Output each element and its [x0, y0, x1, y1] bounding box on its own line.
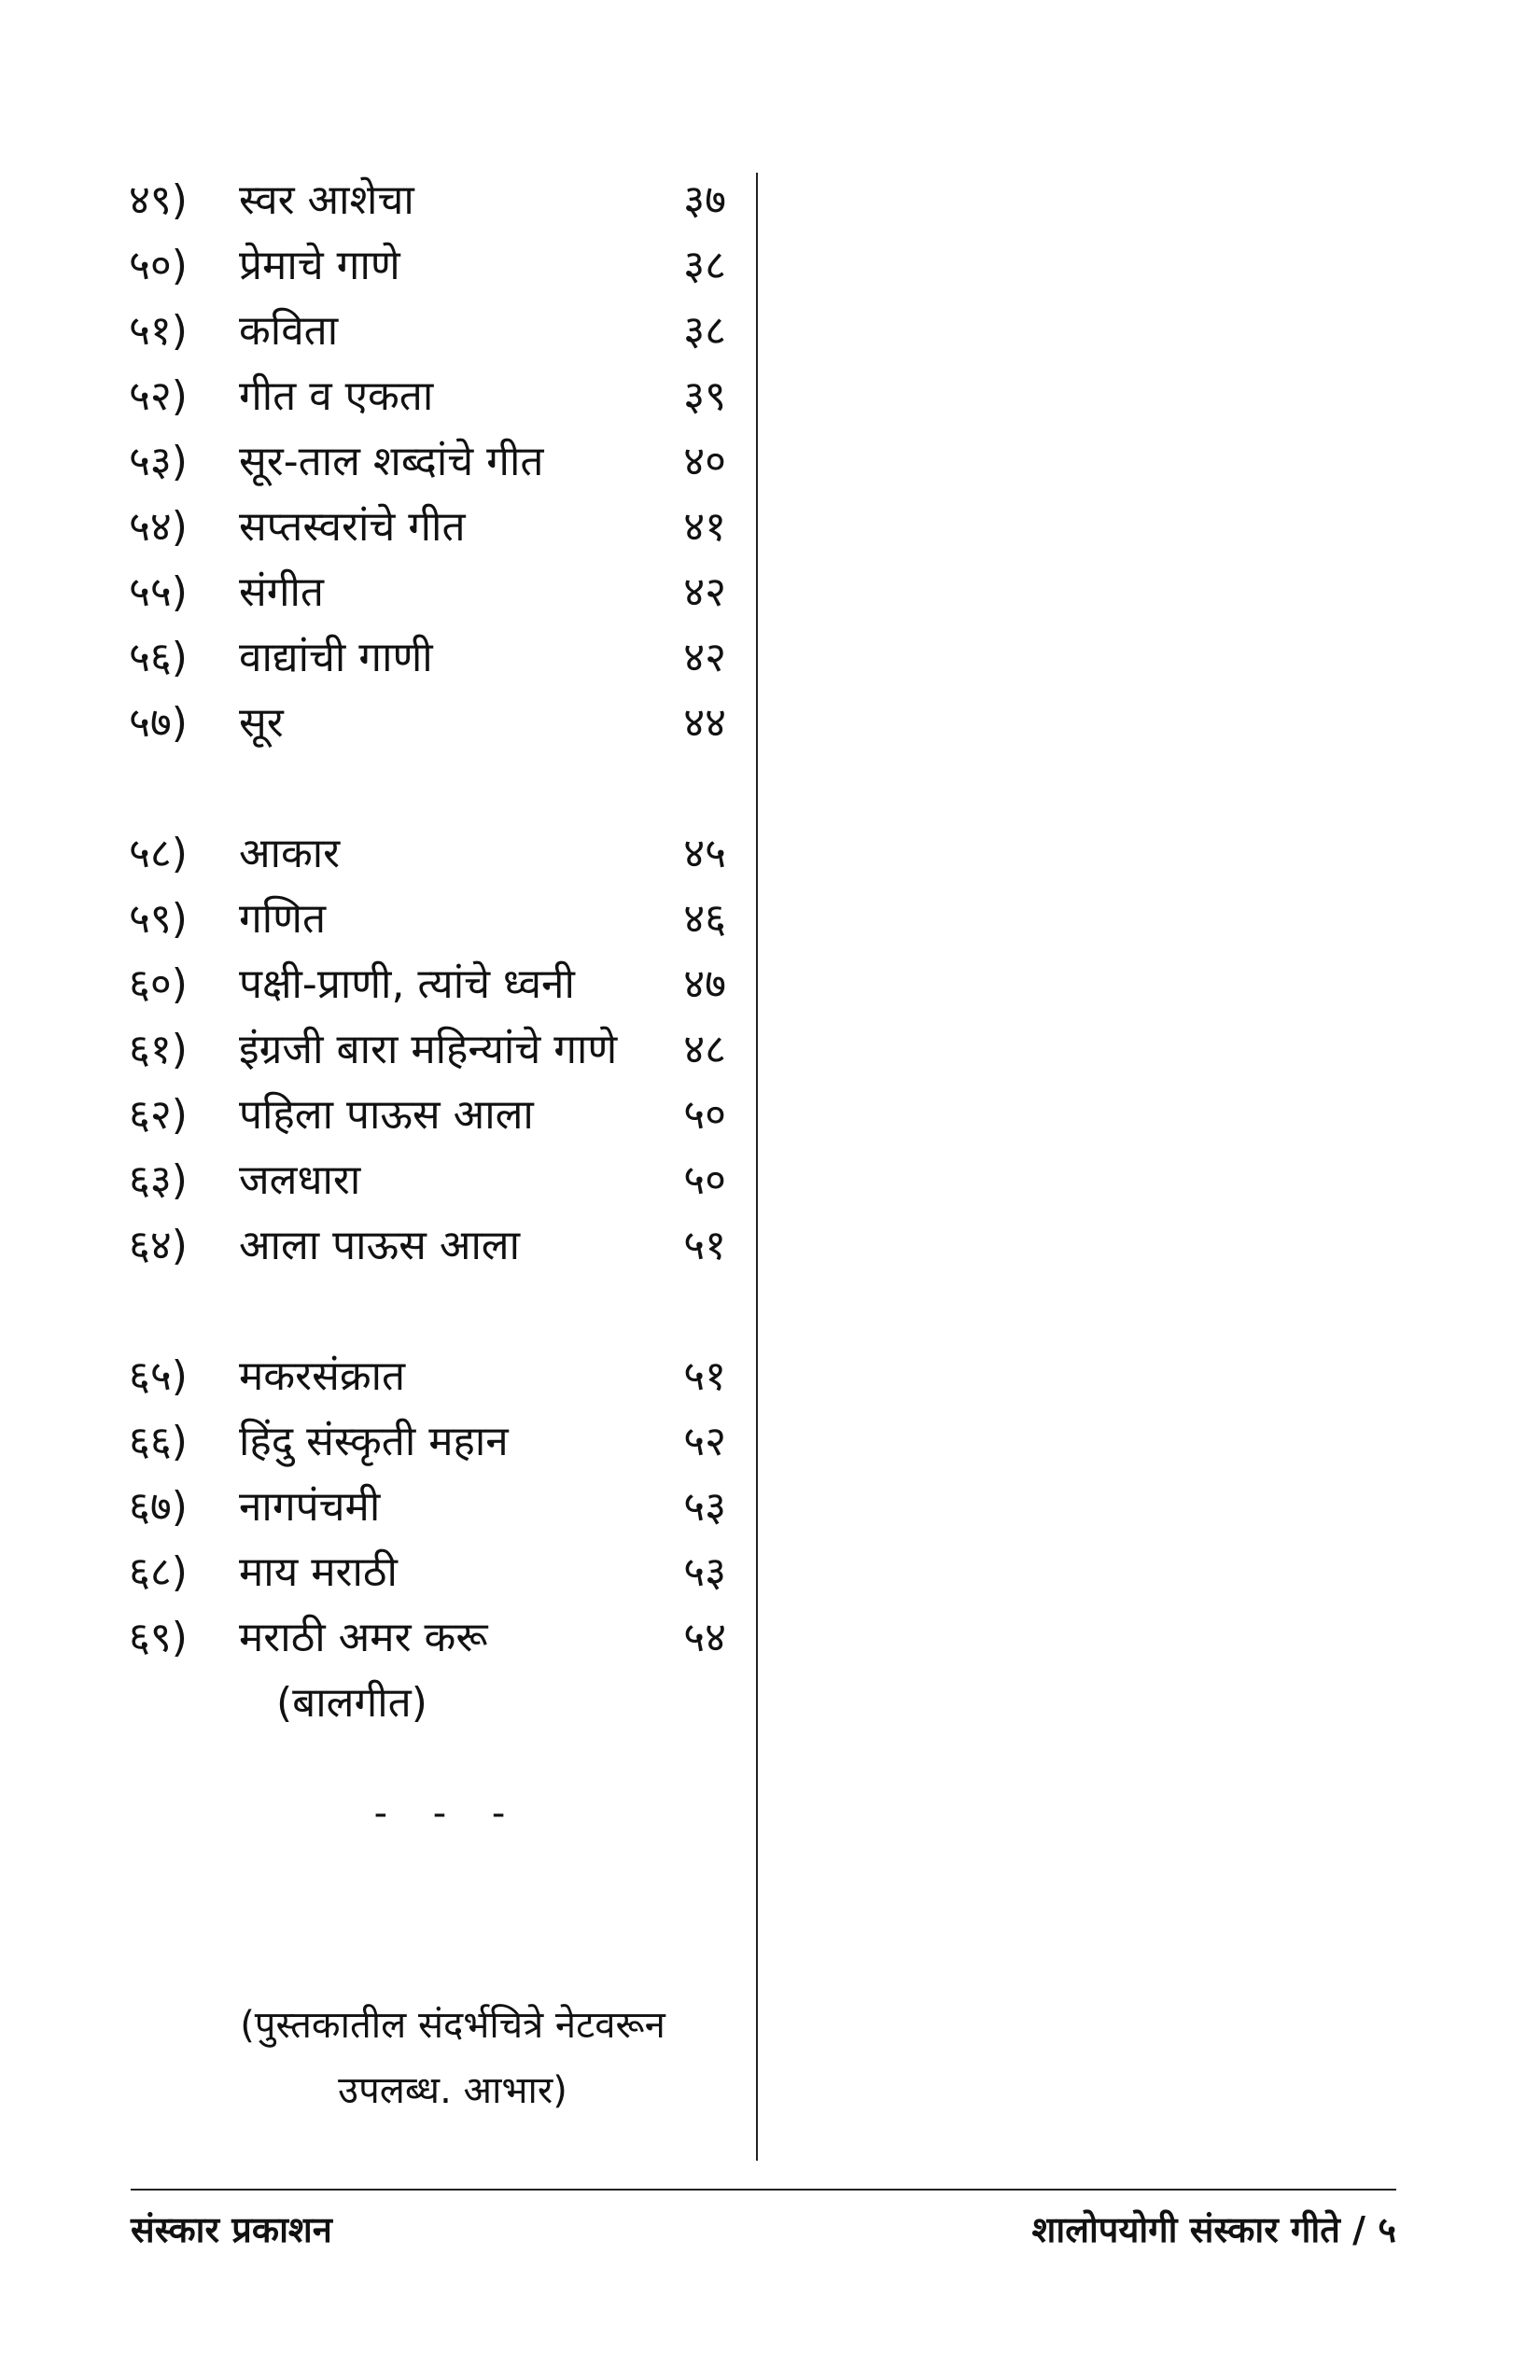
toc-entry-page: ५२ — [683, 1418, 726, 1465]
toc-entry-page: ५१ — [683, 1352, 726, 1400]
toc-entry-subtitle: (बालगीत) — [276, 1679, 427, 1727]
toc-entry-page: ४२ — [683, 634, 726, 681]
toc-entry-title: हिंदु संस्कृती महान — [239, 1418, 509, 1465]
toc-entry-page: ५१ — [683, 1222, 726, 1269]
table-of-contents — [129, 168, 726, 1736]
toc-entry-number: ४९) — [129, 176, 188, 224]
toc-entry — [129, 1409, 726, 1475]
toc-entry-page: ४७ — [683, 960, 726, 1008]
toc-entry-title: पहिला पाऊस आला — [239, 1091, 534, 1139]
toc-entry-page: ४० — [683, 438, 726, 485]
toc-entry-title: इंग्रजी बारा महिन्यांचे गाणे — [239, 1026, 618, 1073]
toc-entry-page: ४८ — [683, 1026, 726, 1073]
toc-entry-number: ५१) — [129, 307, 188, 355]
toc-entry-title: मकरसंक्रात — [239, 1352, 406, 1400]
toc-entry-number: ५३) — [129, 438, 188, 485]
toc-entry-page: ४२ — [683, 568, 726, 616]
toc-entry-page: ५३ — [683, 1548, 726, 1596]
toc-entry — [129, 1148, 726, 1213]
toc-entry — [129, 1540, 726, 1605]
toc-entry-number: ५६) — [129, 634, 188, 681]
image-credit-line-1: (पुस्तकातील संदर्भचित्रे नेटवरून — [240, 2004, 665, 2047]
toc-entry-number: ६६) — [129, 1418, 188, 1465]
toc-entry — [129, 495, 726, 560]
toc-entry-number: ६३) — [129, 1156, 188, 1204]
toc-entry-title: आकार — [239, 830, 341, 877]
toc-entry-page: ५४ — [683, 1614, 726, 1661]
footer-divider — [131, 2189, 1396, 2191]
toc-entry-title: प्रेमाचे गाणे — [239, 242, 400, 289]
toc-entry-title: कविता — [239, 307, 339, 355]
toc-entry — [129, 560, 726, 625]
toc-entry — [129, 364, 726, 429]
image-credit-line-2: उपलब्ध. आभार) — [338, 2069, 567, 2112]
toc-entry-number: ५७) — [129, 699, 188, 747]
image-credit-note — [177, 1993, 728, 2123]
toc-entry-page: ३८ — [683, 307, 726, 355]
toc-entry-page: ४६ — [683, 895, 726, 943]
toc-entry-title: वाद्यांची गाणी — [239, 634, 433, 681]
toc-entry-page: ५० — [683, 1156, 726, 1204]
toc-entry — [129, 233, 726, 299]
toc-entry-number: ६०) — [129, 960, 188, 1008]
toc-entry-title: सूर-ताल शब्दांचे गीत — [239, 438, 544, 485]
toc-group-1 — [129, 168, 726, 756]
toc-entry-title: गणित — [239, 895, 327, 943]
toc-entry — [129, 1344, 726, 1409]
toc-entry-title: मराठी अमर करू — [239, 1614, 488, 1661]
toc-entry-title: स्वर आशेचा — [239, 176, 414, 224]
toc-entry-title: गीत व एकता — [239, 372, 434, 420]
toc-entry — [129, 1213, 726, 1279]
toc-entry-title: माय मराठी — [239, 1548, 398, 1596]
toc-entry-page: ५३ — [683, 1483, 726, 1531]
toc-entry-page: ३९ — [683, 372, 726, 420]
toc-group-3 — [129, 1344, 726, 1736]
toc-entry-number: ६१) — [129, 1026, 188, 1073]
toc-entry-number: ६५) — [129, 1352, 188, 1400]
toc-entry — [129, 1605, 726, 1671]
column-divider — [756, 173, 758, 2161]
toc-entry — [129, 429, 726, 495]
toc-entry-number: ५२) — [129, 372, 188, 420]
toc-entry-page: ३८ — [683, 242, 726, 289]
toc-entry-title: सप्तस्वरांचे गीत — [239, 503, 466, 551]
toc-entry-number: ५९) — [129, 895, 188, 943]
toc-entry-page: ४५ — [683, 830, 726, 877]
toc-entry-title: आला पाऊस आला — [239, 1222, 521, 1269]
toc-entry — [129, 299, 726, 364]
toc-entry — [129, 168, 726, 233]
footer-publisher: संस्कार प्रकाशन — [131, 2209, 332, 2250]
toc-entry-title: नागपंचमी — [239, 1483, 381, 1531]
toc-entry-page: ४४ — [683, 699, 726, 747]
toc-entry-number: ५८) — [129, 830, 188, 877]
toc-entry — [129, 1017, 726, 1083]
toc-entry-number: ६२) — [129, 1091, 188, 1139]
toc-entry-number: ६८) — [129, 1548, 188, 1596]
toc-entry — [129, 887, 726, 952]
toc-entry-title: पक्षी-प्राणी, त्यांचे ध्वनी — [239, 960, 575, 1008]
toc-entry — [129, 625, 726, 691]
toc-entry-page: ४१ — [683, 503, 726, 551]
toc-entry-title: संगीत — [239, 568, 324, 616]
toc-entry — [129, 691, 726, 756]
toc-entry — [129, 952, 726, 1017]
toc-entry-title: सूर — [239, 699, 284, 747]
toc-entry — [129, 1475, 726, 1540]
toc-entry-number: ६७) — [129, 1483, 188, 1531]
toc-entry — [129, 821, 726, 887]
toc-entry-page: ३७ — [683, 176, 726, 224]
section-separator: - - - — [373, 1792, 523, 1835]
toc-entry-number: ५४) — [129, 503, 188, 551]
toc-group-2 — [129, 821, 726, 1279]
toc-entry-page: ५० — [683, 1091, 726, 1139]
toc-entry-number: ६४) — [129, 1222, 188, 1269]
toc-entry-title: जलधारा — [239, 1156, 361, 1204]
footer-book-title-page: शालोपयोगी संस्कार गीते / ५ — [1031, 2209, 1396, 2250]
toc-entry-number: ६९) — [129, 1614, 188, 1661]
toc-entry-number: ५५) — [129, 568, 188, 616]
toc-entry — [129, 1083, 726, 1148]
toc-entry-number: ५०) — [129, 242, 188, 289]
